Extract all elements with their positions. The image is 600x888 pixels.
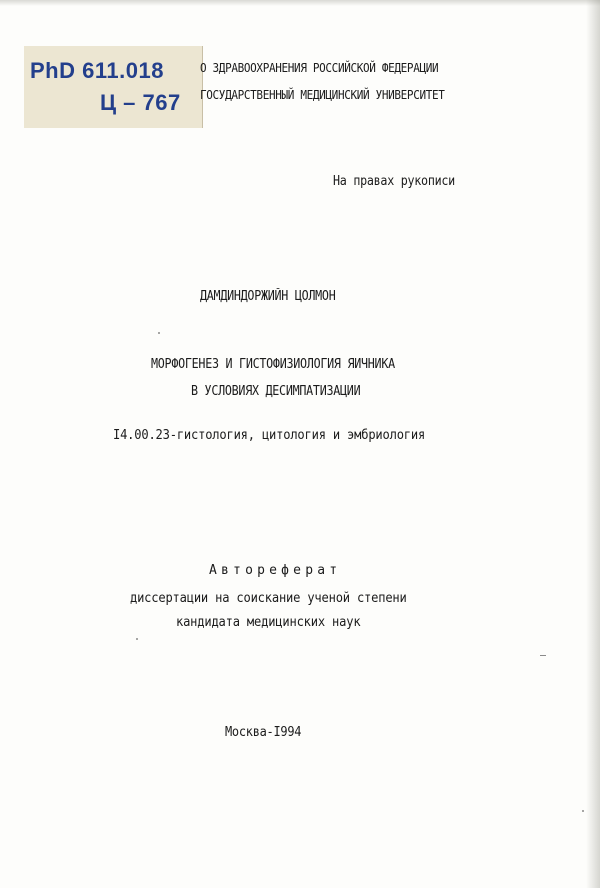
institution-header-line-2: ГОСУДАРСТВЕННЫЙ МЕДИЦИНСКИЙ УНИВЕРСИТЕТ	[200, 87, 445, 102]
scan-edge-right	[586, 0, 600, 888]
thesis-title-line-2: В УСЛОВИЯХ ДЕСИМПАТИЗАЦИИ	[191, 384, 361, 399]
scan-speck	[158, 332, 160, 334]
manuscript-rights-notice: На правах рукописи	[333, 174, 455, 189]
scan-speck	[582, 810, 584, 812]
thesis-title-line-1: МОРФОГЕНЕЗ И ГИСТОФИЗИОЛОГИЯ ЯИЧНИКА	[151, 357, 395, 372]
city-and-year: Москва-I994	[225, 725, 302, 740]
degree-purpose-line-1: диссертации на соискание ученой степени	[130, 591, 407, 606]
library-stamp	[24, 46, 203, 128]
stamp-inventory-code: Ц – 767	[100, 90, 181, 115]
specialty-code: I4.00.23-гистология, цитология и эмбриология	[113, 428, 426, 443]
stamp-shelf-code: PhD 611.018	[30, 58, 164, 83]
scan-speck	[540, 655, 546, 656]
document-type: Автореферат	[209, 563, 342, 578]
degree-purpose-line-2: кандидата медицинских наук	[176, 615, 361, 630]
scan-edge-top	[0, 0, 600, 6]
author-name: ДАМДИНДОРЖИЙН ЦОЛМОН	[200, 289, 336, 304]
institution-header-line-1: О ЗДРАВООХРАНЕНИЯ РОССИЙСКОЙ ФЕДЕРАЦИИ	[200, 60, 439, 75]
scan-speck	[136, 638, 138, 640]
